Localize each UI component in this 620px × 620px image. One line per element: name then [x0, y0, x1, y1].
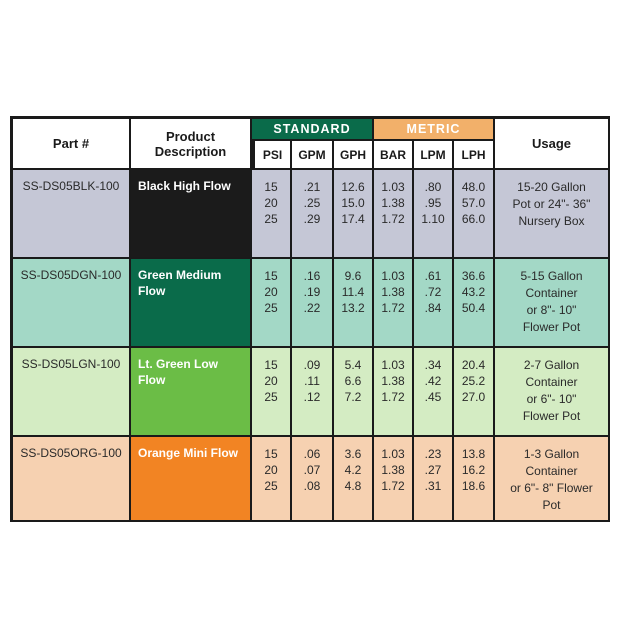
lpm-cell — [414, 437, 454, 522]
gpm-value: .21 — [303, 180, 321, 194]
lph-value: 20.4 — [461, 358, 486, 372]
usage-line: Pot or 24"- 36" — [512, 197, 591, 211]
lph-cell — [454, 170, 495, 259]
table-row-orange-mini-flow — [10, 437, 610, 522]
lpm-value: .42 — [424, 374, 442, 388]
lph-value: 43.2 — [461, 285, 486, 299]
usage-line: or 6"- 10" — [526, 392, 577, 406]
lph-value: 66.0 — [461, 212, 486, 226]
gph-value: 3.6 — [344, 447, 362, 461]
gph-value: 17.4 — [341, 212, 365, 226]
psi-cell — [252, 259, 292, 348]
gpm-value: .12 — [303, 390, 321, 404]
description-line1: Orange Mini Flow — [138, 446, 239, 460]
gph-value: 13.2 — [341, 301, 365, 315]
lpm-value: .80 — [424, 180, 442, 194]
lpm-cell — [414, 348, 454, 437]
bar-value: 1.38 — [381, 196, 405, 210]
gph-value: 6.6 — [344, 374, 362, 388]
bar-value: 1.38 — [381, 285, 405, 299]
usage-line: Container — [525, 375, 578, 389]
gph-cell — [334, 348, 374, 437]
bar-value: 1.38 — [381, 374, 405, 388]
header-bar: BAR — [374, 141, 414, 170]
usage-cell — [495, 348, 610, 437]
gpm-value: .09 — [303, 358, 321, 372]
part-number-cell: SS-DS05LGN-100 — [10, 348, 131, 437]
lph-cell — [454, 437, 495, 522]
description-line1: Green Medium — [138, 268, 222, 282]
psi-value: 20 — [264, 374, 278, 388]
usage-line: or 6"- 8" Flower — [510, 481, 593, 495]
header-product-description — [131, 116, 252, 170]
psi-value: 25 — [264, 479, 278, 493]
description-cell — [131, 348, 252, 437]
psi-cell — [252, 348, 292, 437]
gph-value: 5.4 — [344, 358, 362, 372]
usage-cell — [495, 437, 610, 522]
table-row-black-high-flow — [10, 170, 610, 259]
psi-value: 25 — [264, 390, 278, 404]
table-row-lt-green-low-flow — [10, 348, 610, 437]
header-gpm: GPM — [292, 141, 334, 170]
psi-value: 20 — [264, 463, 278, 477]
description-line1: Black High Flow — [138, 179, 231, 193]
bar-value: 1.72 — [381, 479, 405, 493]
psi-value: 20 — [264, 196, 278, 210]
gph-value: 9.6 — [344, 269, 362, 283]
gpm-cell — [292, 348, 334, 437]
gpm-value: .06 — [303, 447, 321, 461]
gpm-value: .07 — [303, 463, 321, 477]
description-line2: Flow — [138, 284, 166, 298]
table-row-green-medium-flow — [10, 259, 610, 348]
psi-value: 25 — [264, 301, 278, 315]
lpm-value: .23 — [424, 447, 442, 461]
lph-value: 57.0 — [461, 196, 486, 210]
usage-line: Flower Pot — [522, 409, 581, 423]
gph-value: 15.0 — [341, 196, 365, 210]
bar-cell — [374, 348, 414, 437]
bar-value: 1.03 — [381, 269, 405, 283]
lpm-value: .34 — [424, 358, 442, 372]
gpm-value: .22 — [303, 301, 321, 315]
description-cell — [131, 259, 252, 348]
psi-value: 25 — [264, 212, 278, 226]
lpm-value: 1.10 — [421, 212, 445, 226]
bar-value: 1.03 — [381, 180, 405, 194]
bar-value: 1.03 — [381, 358, 405, 372]
gpm-value: .11 — [304, 374, 320, 388]
usage-line: Nursery Box — [518, 214, 585, 228]
lph-value: 16.2 — [461, 463, 486, 477]
bar-value: 1.72 — [381, 301, 405, 315]
header-lpm: LPM — [414, 141, 454, 170]
gph-cell — [334, 437, 374, 522]
lpm-value: .45 — [424, 390, 442, 404]
header-usage-label: Usage — [531, 136, 572, 151]
lph-cell — [454, 348, 495, 437]
lpm-cell — [414, 259, 454, 348]
lpm-value: .84 — [424, 301, 442, 315]
gpm-value: .25 — [303, 196, 321, 210]
header-part-number — [10, 116, 131, 170]
usage-line: or 8"- 10" — [526, 303, 577, 317]
gpm-cell — [292, 259, 334, 348]
psi-value: 15 — [264, 358, 278, 372]
bar-value: 1.38 — [381, 463, 405, 477]
gpm-value: .19 — [303, 285, 321, 299]
usage-line: Container — [525, 286, 578, 300]
gph-value: 7.2 — [344, 390, 362, 404]
lpm-value: .27 — [424, 463, 442, 477]
lph-value: 13.8 — [461, 447, 486, 461]
header-desc-line2: Description — [154, 143, 227, 159]
lph-value: 36.6 — [461, 269, 486, 283]
usage-line: 2-7 Gallon — [523, 358, 580, 372]
header-desc-line1: Product — [165, 128, 216, 144]
lpm-value: .95 — [424, 196, 442, 210]
gpm-cell — [292, 437, 334, 522]
header-row-groups — [10, 116, 610, 141]
description-cell — [131, 170, 252, 259]
bar-value: 1.72 — [381, 212, 405, 226]
bar-cell — [374, 259, 414, 348]
lph-value: 50.4 — [461, 301, 486, 315]
gph-cell — [334, 170, 374, 259]
lpm-value: .31 — [424, 479, 442, 493]
gph-value: 11.4 — [341, 285, 365, 299]
part-number-cell: SS-DS05ORG-100 — [10, 437, 131, 522]
gpm-value: .08 — [303, 479, 321, 493]
description-cell — [131, 437, 252, 522]
header-metric-group: METRIC — [374, 116, 495, 141]
gpm-cell — [292, 170, 334, 259]
part-number-cell: SS-DS05BLK-100 — [10, 170, 131, 259]
product-table-frame — [10, 116, 610, 512]
header-lph: LPH — [454, 141, 495, 170]
psi-value: 15 — [264, 447, 278, 461]
header-usage — [495, 116, 610, 170]
gph-value: 12.6 — [341, 180, 365, 194]
bar-value: 1.03 — [381, 447, 405, 461]
bar-value: 1.72 — [381, 390, 405, 404]
lph-cell — [454, 259, 495, 348]
part-number-cell: SS-DS05DGN-100 — [10, 259, 131, 348]
lpm-cell — [414, 170, 454, 259]
usage-line: Flower Pot — [522, 320, 581, 334]
lph-value: 25.2 — [461, 374, 486, 388]
lph-value: 48.0 — [461, 180, 486, 194]
header-standard-group: STANDARD — [252, 116, 374, 141]
header-part-label: Part # — [52, 136, 90, 151]
psi-cell — [252, 437, 292, 522]
usage-line: 15-20 Gallon — [517, 180, 586, 194]
gph-value: 4.2 — [344, 463, 362, 477]
gpm-value: .29 — [303, 212, 321, 226]
header-gph: GPH — [334, 141, 374, 170]
psi-cell — [252, 170, 292, 259]
bar-cell — [374, 170, 414, 259]
lpm-value: .61 — [424, 269, 442, 283]
usage-line: 5-15 Gallon — [520, 269, 583, 283]
usage-line: Pot — [542, 498, 561, 512]
description-line1: Lt. Green Low Flow — [138, 357, 219, 387]
usage-cell — [495, 170, 610, 259]
psi-value: 15 — [264, 180, 278, 194]
gpm-value: .16 — [303, 269, 321, 283]
bar-cell — [374, 437, 414, 522]
lph-value: 18.6 — [461, 479, 486, 493]
gph-value: 4.8 — [344, 479, 362, 493]
product-spec-table — [10, 116, 610, 522]
usage-cell — [495, 259, 610, 348]
usage-line: Container — [525, 464, 578, 478]
lpm-value: .72 — [424, 285, 442, 299]
lph-value: 27.0 — [461, 390, 486, 404]
psi-value: 20 — [264, 285, 278, 299]
header-psi: PSI — [252, 141, 292, 170]
psi-value: 15 — [264, 269, 278, 283]
gph-cell — [334, 259, 374, 348]
usage-line: 1-3 Gallon — [523, 447, 580, 461]
